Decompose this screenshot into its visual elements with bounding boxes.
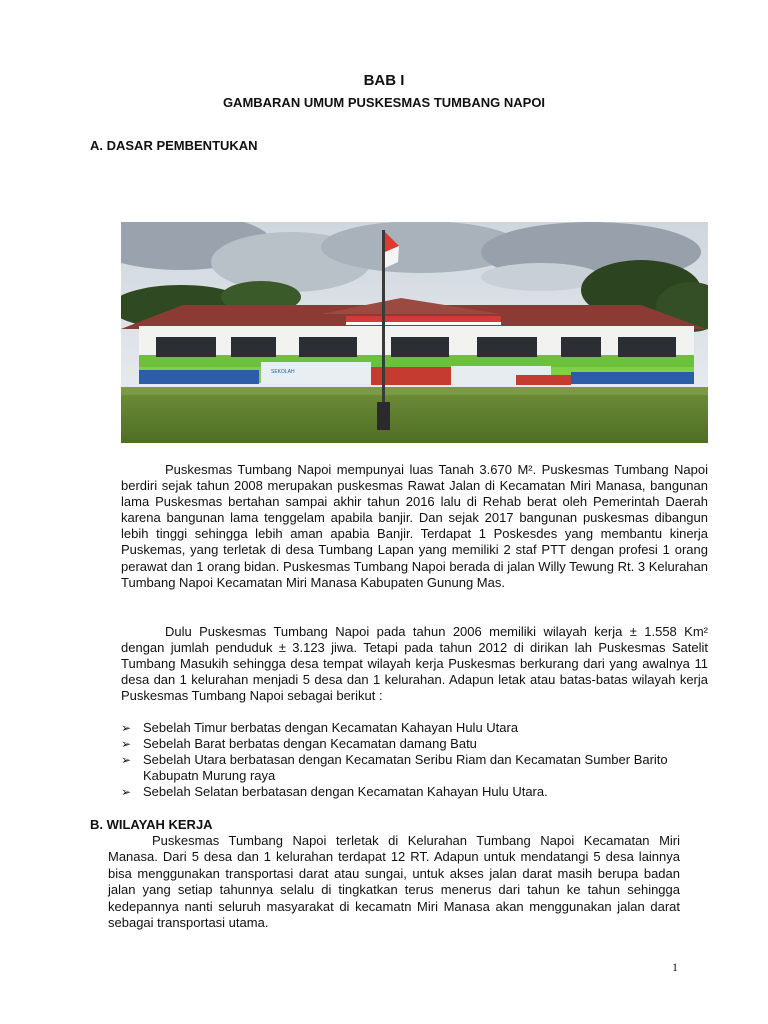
list-item-text: Sebelah Barat berbatas dengan Kecamatan damang Batu	[143, 736, 477, 752]
arrow-bullet-icon: ➢	[121, 785, 132, 800]
list-item	[121, 752, 708, 784]
list-item	[121, 720, 708, 736]
page-number: 1	[672, 960, 678, 974]
section-a-heading: A. DASAR PEMBENTUKAN	[90, 138, 258, 153]
list-item	[121, 736, 708, 752]
paragraph-3: Puskesmas Tumbang Napoi terletak di Kelurahan Tumbang Napoi Kecamatan Miri Manasa. Dari 5 desa dan 1 kelurahan terdapat 12 RT. Adapun untuk mendatangi 5 desa lainnya bisa menggunakan transportasi darat atau sungai, untuk akses jalan darat masih berupa badan jalan yang setiap tahunnya selalu di tingkatkan terus menerus dari tahun ke tahun sehingga kedepannya nanti seluruh masyarakat di kecamatn Miri Manasa akan menggunakan jalan darat sebagai transportasi utama.	[108, 833, 680, 931]
list-item-text: Sebelah Timur berbatas dengan Kecamatan Kahayan Hulu Utara	[143, 720, 519, 735]
arrow-bullet-icon: ➢	[121, 753, 132, 768]
list-item	[121, 784, 708, 800]
list-item-text: Sebelah Selatan berbatasan dengan Kecamatan Kahayan Hulu Utara.	[143, 784, 548, 800]
chapter-label: BAB I	[363, 72, 405, 89]
chapter-title: GAMBARAN UMUM PUSKESMAS TUMBANG NAPOI	[222, 95, 546, 110]
photo-banner-text: SEKOLAH	[271, 369, 295, 375]
paragraph-1: Puskesmas Tumbang Napoi mempunyai luas Tanah 3.670 M². Puskesmas Tumbang Napoi berdiri sejak tahun 2008 merupakan puskesmas Rawat Jalan di Kecamatan Miri Manasa, bangunan lama Puskesmas bertahan sampai akhir tahun 2016 lalu di Rehab berat oleh Pemerintah Daerah karena bangunan lama tenggelam apabila banjir. Dan sejak 2017 bangunan puskesmas dibangun lebih tinggi sehingga lebih aman apabia Banjir. Terdapat 1 Poskesdes yang membantu kinerja Puskemas, yang terletak di desa Tumbang Lapan yang memiliki 2 staf PTT dengan profesi 1 orang perawat dan 1 orang bidan. Puskesmas Tumbang Napoi berada di jalan Willy Tewung Rt. 3 Kelurahan Tumbang Napoi Kecamatan Miri Manasa Kabupaten Gunung Mas.	[121, 462, 708, 590]
boundary-list	[121, 720, 708, 800]
paragraph-2: Dulu Puskesmas Tumbang Napoi pada tahun 2006 memiliki wilayah kerja ± 1.558 Km² dengan jumlah penduduk ± 3.123 jiwa. Tetapi pada tahun 2012 di dirikan lah Puskesmas Satelit Tumbang Masukih sehingga desa tempat wilayah kerja Puskesmas berkurang dari yang awalnya 11 desa dan 1 kelurahan menjadi 5 desa dan 1 kelurahan. Adapun letak atau batas-batas wilayah kerja Puskesmas Tumbang Napoi sebagai berikut :	[121, 624, 708, 704]
puskesmas-building-photo	[121, 222, 708, 443]
arrow-bullet-icon: ➢	[121, 737, 132, 752]
arrow-bullet-icon: ➢	[121, 721, 132, 735]
list-item-text: Sebelah Utara berbatasan dengan Kecamatan Seribu Riam dan Kecamatan Sumber Barito Kabupatn Murung raya	[143, 752, 668, 784]
section-b-heading: B. WILAYAH KERJA	[90, 817, 213, 832]
